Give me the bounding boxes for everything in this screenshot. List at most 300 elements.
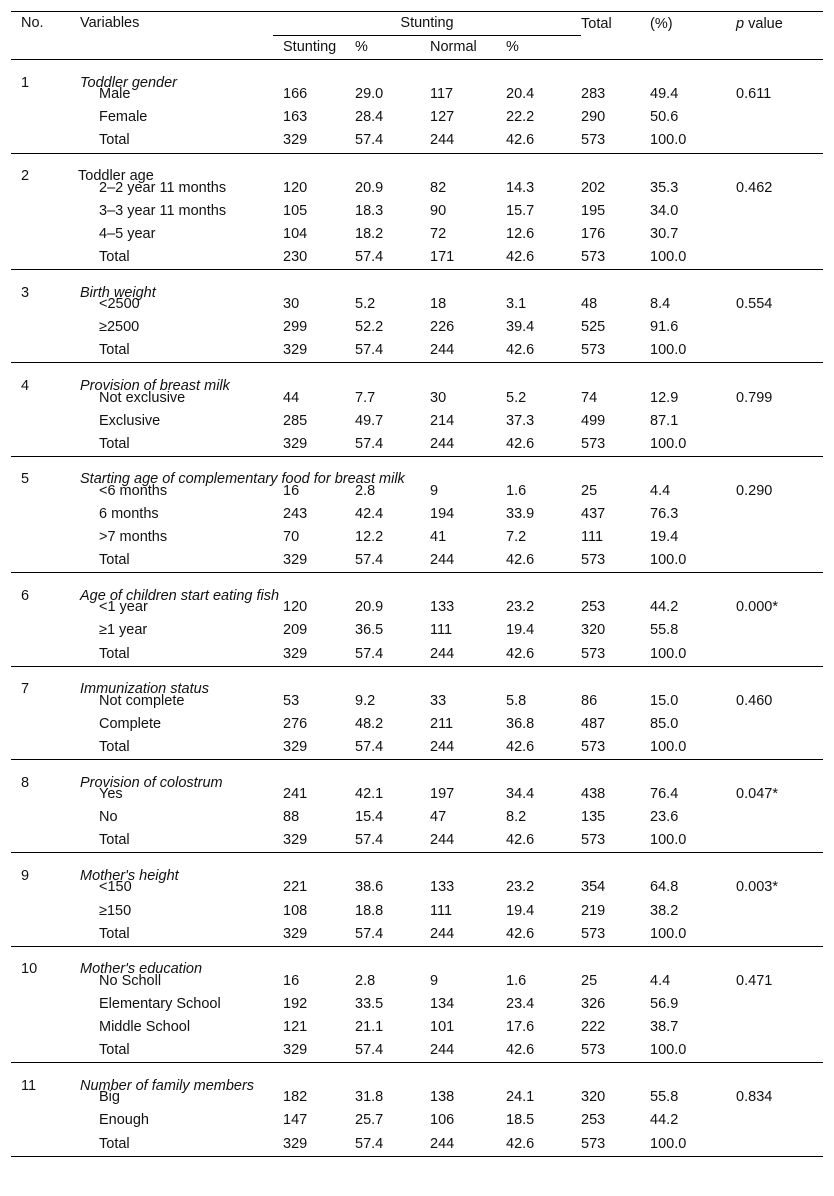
p-value: 0.003* [736, 879, 778, 896]
p-value [736, 736, 823, 760]
stunting-percent: 18.3 [355, 202, 384, 219]
table-row [11, 619, 823, 642]
total-percent: 38.7 [650, 1019, 679, 1036]
stunting-percent: 36.5 [355, 622, 384, 639]
group-number-text: 7 [21, 681, 30, 698]
stunting-percent: 18.2 [355, 225, 384, 242]
group-number-text: 9 [21, 867, 30, 884]
group-header-row [11, 60, 823, 84]
group-number [11, 60, 273, 91]
header-p-value [736, 12, 823, 37]
header-p-value-word: value [744, 15, 783, 32]
stunting-percent: 31.8 [355, 1089, 384, 1106]
normal-percent: 23.2 [506, 599, 535, 616]
total-percent: 91.6 [650, 319, 679, 336]
stunting-count: 299 [283, 319, 308, 336]
table-row [11, 1133, 823, 1157]
stunting-percent: 15.4 [355, 809, 384, 826]
row-label: 2–2 year 11 months [99, 179, 227, 196]
normal-count: 41 [430, 529, 447, 546]
normal-percent: 33.9 [506, 505, 535, 522]
total-percent: 100.0 [650, 435, 687, 452]
group-number [11, 363, 273, 394]
normal-percent: 5.8 [506, 692, 527, 709]
normal-percent: 3.1 [506, 296, 527, 313]
p-value [736, 200, 823, 223]
normal-percent: 7.2 [506, 529, 527, 546]
p-value [736, 713, 823, 736]
total-count: 573 [581, 342, 606, 359]
table-row [11, 223, 823, 246]
row-label: 4–5 year [99, 225, 156, 242]
total-percent: 100.0 [650, 738, 687, 755]
stunting-percent: 9.2 [355, 692, 376, 709]
p-value [736, 923, 823, 947]
table-row [11, 200, 823, 223]
stunting-count: 329 [283, 435, 308, 452]
stunting-count: 108 [283, 902, 308, 919]
table-row [11, 549, 823, 573]
total-percent: 44.2 [650, 599, 679, 616]
group-header-row [11, 270, 823, 294]
row-label: No Scholl [99, 972, 162, 989]
table-row [11, 643, 823, 667]
table-row [11, 129, 823, 153]
row-label: Total [99, 132, 130, 149]
total-percent: 4.4 [650, 482, 671, 499]
header-total: Total [581, 12, 650, 37]
normal-count: 9 [430, 482, 439, 499]
p-value [736, 1039, 823, 1063]
total-percent: 49.4 [650, 86, 679, 103]
group-header-row [11, 1063, 823, 1087]
normal-percent: 18.5 [506, 1112, 535, 1129]
total-percent: 44.2 [650, 1112, 679, 1129]
row-label: Total [99, 248, 130, 265]
normal-percent: 1.6 [506, 482, 527, 499]
total-count: 525 [581, 319, 606, 336]
stunting-percent: 12.2 [355, 529, 384, 546]
total-percent: 4.4 [650, 972, 671, 989]
group-header-spacer [273, 1063, 823, 1087]
total-count: 219 [581, 902, 606, 919]
normal-percent: 39.4 [506, 319, 535, 336]
row-label: 3–3 year 11 months [99, 202, 227, 219]
total-count: 202 [581, 179, 606, 196]
group-title: Mother's height [80, 867, 179, 884]
group-title: Number of family members [80, 1077, 255, 1094]
total-count: 176 [581, 225, 606, 242]
total-percent: 100.0 [650, 832, 687, 849]
normal-count: 72 [430, 225, 447, 242]
group-number [11, 666, 273, 698]
stunting-count: 329 [283, 1042, 308, 1059]
stunting-count: 329 [283, 832, 308, 849]
stunting-count: 16 [283, 482, 300, 499]
p-value [736, 619, 823, 642]
table-row [11, 829, 823, 853]
stunting-percent: 33.5 [355, 995, 384, 1012]
row-label: Total [99, 925, 130, 942]
group-header-row [11, 760, 823, 784]
total-percent: 55.8 [650, 1089, 679, 1106]
normal-count: 18 [430, 296, 447, 313]
total-percent: 76.3 [650, 505, 679, 522]
group-header-row [11, 153, 823, 177]
normal-count: 244 [430, 435, 455, 452]
group-number-text: 6 [21, 587, 30, 604]
total-count: 573 [581, 925, 606, 942]
p-value [736, 246, 823, 270]
row-label: <150 [99, 879, 132, 896]
table-row [11, 993, 823, 1016]
normal-percent: 19.4 [506, 902, 535, 919]
total-count: 573 [581, 435, 606, 452]
total-percent: 35.3 [650, 179, 679, 196]
stunting-count: 209 [283, 622, 308, 639]
normal-percent: 42.6 [506, 1042, 535, 1059]
stunting-percent: 21.1 [355, 1019, 384, 1036]
group-number [11, 946, 273, 978]
p-value [736, 806, 823, 829]
normal-percent: 22.2 [506, 109, 535, 126]
stunting-count: 329 [283, 738, 308, 755]
stunting-count: 241 [283, 786, 308, 803]
group-number-text: 11 [21, 1077, 37, 1094]
p-value: 0.611 [736, 86, 772, 103]
total-percent: 56.9 [650, 995, 679, 1012]
normal-count: 244 [430, 1042, 455, 1059]
table-row [11, 1039, 823, 1063]
stunting-count: 88 [283, 809, 300, 826]
row-label: Total [99, 552, 130, 569]
total-count: 25 [581, 482, 598, 499]
normal-count: 33 [430, 692, 447, 709]
total-count: 573 [581, 132, 606, 149]
subheader-normal-percent: % [506, 36, 581, 60]
normal-percent: 20.4 [506, 86, 535, 103]
normal-count: 30 [430, 389, 447, 406]
normal-percent: 15.7 [506, 202, 535, 219]
total-count: 573 [581, 248, 606, 265]
normal-count: 111 [430, 902, 453, 919]
table-row [11, 1109, 823, 1132]
group-title: Starting age of complementary food for breast milk [80, 471, 405, 488]
group-header-row [11, 946, 823, 970]
row-label: ≥1 year [99, 622, 148, 639]
normal-percent: 1.6 [506, 972, 527, 989]
row-label: >7 months [99, 529, 168, 546]
group-number-text: 8 [21, 774, 30, 791]
stunting-count: 30 [283, 296, 300, 313]
p-value [736, 993, 823, 1016]
p-value: 0.471 [736, 972, 773, 989]
p-value [736, 223, 823, 246]
stunting-percent: 57.4 [355, 925, 384, 942]
total-percent: 100.0 [650, 1042, 687, 1059]
group-header-spacer [273, 60, 823, 84]
total-percent: 38.2 [650, 902, 679, 919]
subheader-stunting-percent: % [355, 36, 430, 60]
row-label: Female [99, 109, 148, 126]
normal-percent: 42.6 [506, 342, 535, 359]
stunting-percent: 49.7 [355, 412, 384, 429]
normal-count: 47 [430, 809, 447, 826]
stunting-count: 285 [283, 412, 308, 429]
stunting-count: 192 [283, 995, 308, 1012]
total-count: 438 [581, 786, 606, 803]
total-count: 326 [581, 995, 606, 1012]
row-label: ≥150 [99, 902, 132, 919]
normal-count: 117 [430, 86, 454, 103]
stunting-percent: 57.4 [355, 645, 384, 662]
stunting-count: 120 [283, 179, 308, 196]
total-percent: 85.0 [650, 715, 679, 732]
stunting-count: 105 [283, 202, 308, 219]
table-row [11, 339, 823, 363]
normal-count: 90 [430, 202, 447, 219]
header-no: No. [21, 15, 44, 31]
row-label: ≥2500 [99, 319, 140, 336]
p-value [736, 339, 823, 363]
group-title: Toddler age [78, 168, 154, 185]
normal-count: 197 [430, 786, 455, 803]
normal-count: 111 [430, 622, 453, 639]
total-count: 253 [581, 599, 606, 616]
stunting-percent: 57.4 [355, 435, 384, 452]
table-row [11, 316, 823, 339]
normal-percent: 42.6 [506, 132, 535, 149]
stunting-percent: 42.1 [355, 786, 384, 803]
normal-percent: 12.6 [506, 225, 535, 242]
row-label: 6 months [99, 505, 159, 522]
row-label: Enough [99, 1112, 149, 1129]
total-count: 354 [581, 879, 606, 896]
stunting-percent: 25.7 [355, 1112, 384, 1129]
stunting-percent: 20.9 [355, 179, 384, 196]
table-row [11, 1016, 823, 1039]
row-label: Yes [99, 786, 123, 803]
table-header [11, 12, 823, 60]
total-count: 573 [581, 738, 606, 755]
normal-percent: 37.3 [506, 412, 535, 429]
total-count: 487 [581, 715, 606, 732]
p-value [736, 106, 823, 129]
group-number [11, 270, 273, 301]
group-header-spacer [273, 270, 823, 294]
normal-count: 127 [430, 109, 455, 126]
table-row [11, 900, 823, 923]
total-count: 437 [581, 505, 606, 522]
subheader-normal: Normal [430, 36, 506, 60]
stunting-percent: 57.4 [355, 1133, 430, 1157]
row-label: Total [11, 1133, 273, 1157]
group-header-spacer [273, 573, 823, 597]
total-count: 48 [581, 296, 598, 313]
p-value [736, 1016, 823, 1039]
total-count: 74 [581, 389, 598, 406]
group-header-spacer [273, 853, 823, 877]
normal-percent: 42.6 [506, 645, 535, 662]
stunting-percent: 5.2 [355, 296, 376, 313]
total-percent: 30.7 [650, 225, 679, 242]
normal-count: 244 [430, 925, 455, 942]
total-percent: 50.6 [650, 109, 679, 126]
normal-percent: 42.6 [506, 248, 535, 265]
total-count: 222 [581, 1019, 606, 1036]
p-value [736, 1109, 823, 1132]
p-value [736, 316, 823, 339]
normal-percent: 14.3 [506, 179, 535, 196]
row-label: Total [99, 342, 130, 359]
header-row-1 [11, 12, 823, 37]
p-value: 0.000* [736, 599, 778, 616]
stunting-count: 329 [283, 132, 308, 149]
p-value: 0.290 [736, 482, 773, 499]
stunting-count: 221 [283, 879, 308, 896]
stunting-percent: 48.2 [355, 715, 384, 732]
total-percent: 8.4 [650, 296, 671, 313]
group-number [11, 573, 280, 604]
stunting-percent: 2.8 [355, 482, 376, 499]
normal-percent: 23.4 [506, 995, 535, 1012]
total-count: 283 [581, 86, 606, 103]
p-value: 0.460 [736, 692, 773, 709]
p-value: 0.554 [736, 296, 773, 313]
total-percent: 23.6 [650, 809, 679, 826]
stunting-count: 70 [283, 529, 300, 546]
group-number-text: 5 [21, 471, 30, 488]
stunting-count: 44 [283, 389, 300, 406]
total-count: 573 [581, 832, 606, 849]
total-count: 320 [581, 622, 606, 639]
p-value: 0.462 [736, 179, 773, 196]
normal-percent: 34.4 [506, 786, 535, 803]
total-percent: 100.0 [650, 342, 687, 359]
header-variables: Variables [80, 15, 140, 31]
header-p-letter: p [736, 15, 745, 32]
row-label: <1 year [99, 599, 148, 616]
table-row [11, 736, 823, 760]
p-value [736, 129, 823, 153]
normal-percent: 42.6 [506, 925, 535, 942]
p-value [736, 900, 823, 923]
group-number-text: 10 [21, 961, 38, 978]
p-value: 0.799 [736, 389, 773, 406]
total-percent: 100.0 [650, 925, 687, 942]
stunting-count: 329 [283, 645, 308, 662]
normal-count: 244 [430, 132, 455, 149]
group-number-text: 1 [21, 74, 30, 91]
total-count: 573 [581, 1042, 606, 1059]
p-value [736, 549, 823, 573]
normal-count: 244 [430, 832, 455, 849]
total-percent: 76.4 [650, 786, 679, 803]
row-label: Big [99, 1089, 120, 1106]
group-header-row [11, 456, 823, 480]
normal-percent: 42.6 [506, 435, 535, 452]
normal-count: 106 [430, 1112, 455, 1129]
group-header-spacer [273, 363, 823, 387]
stunting-count: 329 [283, 925, 308, 942]
normal-percent: 24.1 [506, 1089, 535, 1106]
stunting-percent: 38.6 [355, 879, 384, 896]
stunting-percent: 20.9 [355, 599, 384, 616]
normal-count: 101 [430, 1019, 455, 1036]
row-label: Male [99, 86, 131, 103]
total-count: 499 [581, 412, 606, 429]
stunting-percent: 42.4 [355, 505, 384, 522]
normal-percent: 23.2 [506, 879, 535, 896]
header-cell-no-variables [11, 12, 273, 37]
total-count: 253 [581, 1112, 606, 1129]
stunting-percent: 18.8 [355, 902, 384, 919]
group-number [11, 760, 273, 791]
normal-count: 9 [430, 972, 439, 989]
stunting-percent: 28.4 [355, 109, 384, 126]
stunting-percent: 7.7 [355, 389, 376, 406]
row-label: Exclusive [99, 412, 161, 429]
stunting-count: 53 [283, 692, 300, 709]
stunting-percent: 57.4 [355, 738, 384, 755]
p-value [736, 1133, 823, 1157]
normal-count: 226 [430, 319, 455, 336]
stunting-count: 16 [283, 972, 300, 989]
group-header-spacer [273, 666, 823, 690]
group-header-row [11, 666, 823, 690]
total-percent: 100.0 [650, 248, 687, 265]
normal-percent: 42.6 [506, 738, 535, 755]
stunting-count: 329 [283, 342, 308, 359]
table-row [11, 503, 823, 526]
p-value [736, 829, 823, 853]
header-stunting-group-label: Stunting [400, 15, 454, 31]
normal-percent: 42.6 [506, 1133, 581, 1157]
normal-percent: 42.6 [506, 552, 535, 569]
table-row [11, 410, 823, 433]
normal-count: 194 [430, 505, 455, 522]
normal-count: 214 [430, 412, 455, 429]
total-percent: 100.0 [650, 552, 687, 569]
total-percent: 19.4 [650, 529, 679, 546]
stunting-count: 329 [283, 552, 308, 569]
stunting-count: 329 [273, 1133, 355, 1157]
normal-count: 134 [430, 995, 455, 1012]
group-header-row [11, 363, 823, 387]
total-percent: 12.9 [650, 389, 679, 406]
header-blank-right [581, 36, 823, 60]
group-number-text: 3 [21, 284, 30, 301]
total-count: 320 [581, 1089, 606, 1106]
stunting-count: 166 [283, 86, 308, 103]
p-value [736, 433, 823, 457]
normal-count: 133 [430, 879, 455, 896]
normal-percent: 19.4 [506, 622, 535, 639]
normal-percent: 17.6 [506, 1019, 535, 1036]
p-value: 0.834 [736, 1089, 773, 1106]
stunting-percent: 2.8 [355, 972, 376, 989]
group-number [11, 456, 405, 488]
row-label: Total [99, 1042, 130, 1059]
total-percent: 64.8 [650, 879, 679, 896]
stunting-count: 147 [283, 1112, 308, 1129]
normal-percent: 8.2 [506, 809, 527, 826]
group-header-row [11, 853, 823, 877]
header-blank [11, 36, 273, 60]
group-number-text: 2 [21, 168, 30, 185]
row-label: Elementary School [99, 995, 221, 1012]
group-title: Provision of breast milk [80, 377, 230, 394]
